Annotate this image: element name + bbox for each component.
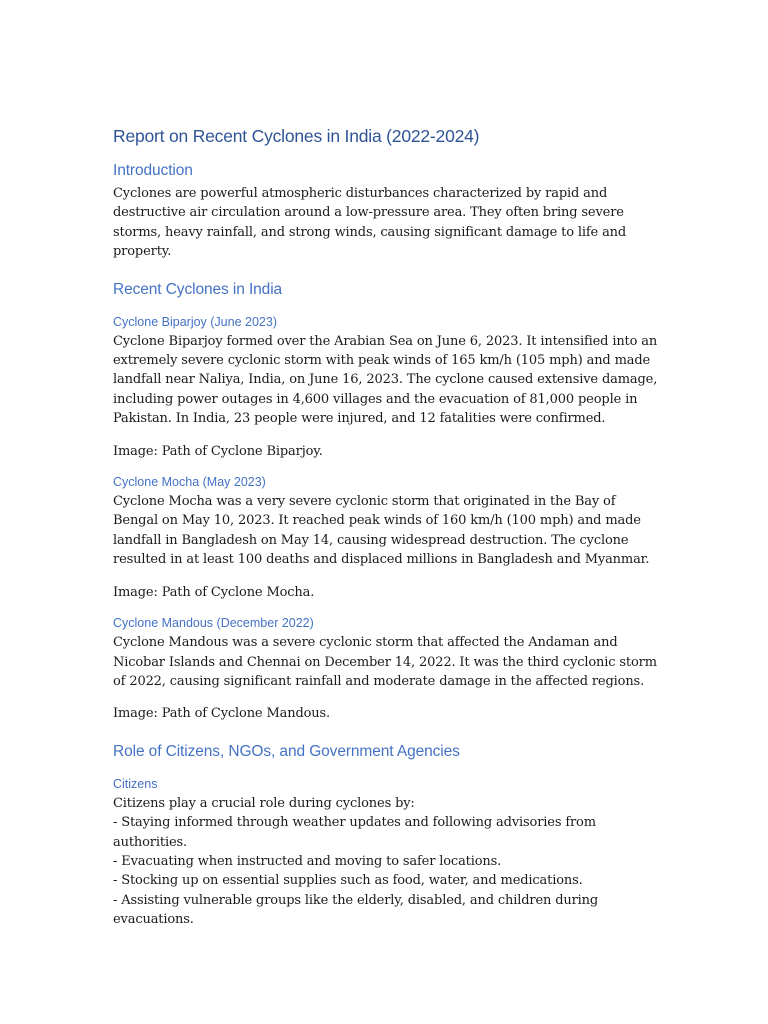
list-item: - Staying informed through weather updates and following advisories from authorities. [113,815,596,850]
recent-cyclones-heading: Recent Cyclones in India [113,280,283,298]
cyclone-biparjoy-image-caption: Image: Path of Cyclone Biparjoy. [113,443,323,459]
cyclone-biparjoy-text: Cyclone Biparjoy formed over the Arabian Sea on June 6, 2023. It intensified into an extremely severe cyclonic storm with peak winds of 165 km/h (105 mph) and made landfall near Naliya, India, on June 16, 2023. The cyclone caused extensive damage, including power outages in 4,600 villages and the evacuation of 81,000 people in Pakistan. In India, 23 people were injured, and 12 fatalities were confirmed. [113,333,658,427]
document-page [113,124,658,930]
introduction-heading: Introduction [113,162,193,179]
roles-section [113,742,658,930]
cyclone-mandous-text: Cyclone Mandous was a severe cyclonic storm that affected the Andaman and Nicobar Islands and Chennai on December 14, 2022. It was the third cyclonic storm of 2022, causing significant rainfall and moderate damage in the affected regions. [113,635,657,689]
list-item: - Evacuating when instructed and moving to safer locations. [113,853,502,869]
cyclone-mocha-heading: Cyclone Mocha (May 2023) [113,475,266,490]
citizens-intro: Citizens play a crucial role during cyclones by: [113,795,415,811]
cyclone-mandous-section [113,615,658,724]
list-item: - Stocking up on essential supplies such as food, water, and medications. [113,873,583,889]
citizens-section [113,776,658,930]
cyclone-mandous-heading: Cyclone Mandous (December 2022) [113,616,314,631]
list-item: - Assisting vulnerable groups like the elderly, disabled, and children during evacuations. [113,892,599,928]
cyclone-mocha-section [113,474,658,602]
roles-heading: Role of Citizens, NGOs, and Government Agencies [113,742,460,760]
citizens-heading: Citizens [113,776,158,791]
introduction-section [113,161,658,262]
cyclone-mocha-text: Cyclone Mocha was a very severe cyclonic storm that originated in the Bay of Bengal on May 10, 2023. It reached peak winds of 160 km/h (100 mph) and made landfall in Bangladesh on May 14, causing widespread destruction. The cyclone resulted in at least 100 deaths and displaced millions in Bangladesh and Myanmar. [113,494,650,568]
recent-cyclones-section [113,280,658,724]
citizens-list [113,813,658,929]
cyclone-biparjoy-section [113,314,658,461]
cyclone-biparjoy-heading: Cyclone Biparjoy (June 2023) [113,314,277,329]
introduction-text: Cyclones are powerful atmospheric disturbances characterized by rapid and destructive air circulation around a low-pressure area. They often bring severe storms, heavy rainfall, and strong winds, causing significant damage to life and property. [113,186,627,260]
cyclone-mandous-image-caption: Image: Path of Cyclone Mandous. [113,706,331,722]
cyclone-mocha-image-caption: Image: Path of Cyclone Mocha. [113,584,315,600]
document-title: Report on Recent Cyclones in India (2022-2024) [113,126,480,146]
